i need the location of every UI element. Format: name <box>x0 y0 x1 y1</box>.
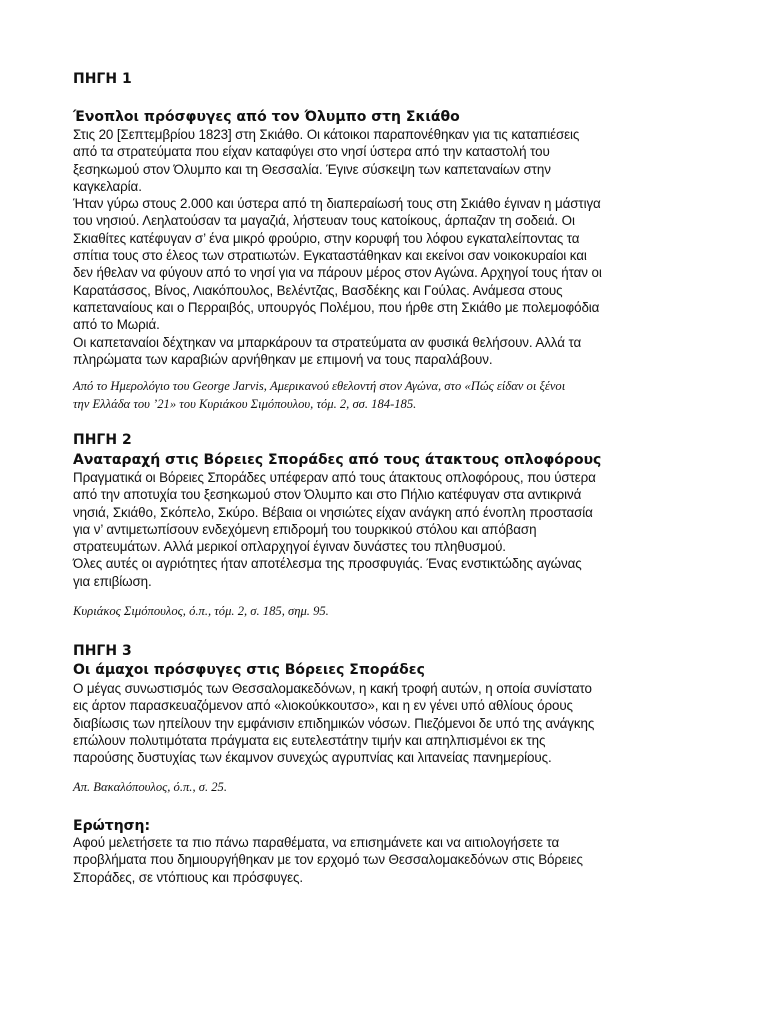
citation-line: Από το Ημερολόγιο του George Jarvis, Αμερικανού εθελοντή στον Αγώνα, στο «Πώς είδαν οι ξένοι <box>73 379 566 393</box>
source-3-body <box>73 680 594 766</box>
source-1-heading: ΠΗΓΗ 1 <box>73 71 132 87</box>
citation-line: Απ. Βακαλόπουλος, ό.π., σ. 25. <box>73 780 228 794</box>
body-line: Όλες αυτές οι αγριότητες ήταν αποτέλεσμα της προσφυγιάς. Ένας ενστικτώδης αγώνας <box>73 556 582 572</box>
question-line: Αφού μελετήσετε τα πιο πάνω παραθέματα, να επισημάνετε και να αιτιολογήσετε τα <box>73 835 560 850</box>
body-line: για επιβίωση. <box>73 573 152 589</box>
source-1-citation <box>73 377 565 413</box>
citation-line: την Ελλάδα του ’21» του Κυριάκου Σιμόπουλου, τόμ. 2, σσ. 184-185. <box>73 397 417 411</box>
body-line: από το Μωριά. <box>73 317 160 333</box>
body-line: καπεταναίους και ο Περραιβός, υπουργός Πολέμου, που ήρθε στη Σκιάθο με πολεμοφόδια <box>73 299 600 315</box>
source-1-body <box>73 126 602 368</box>
body-line: πληρώματα των καραβιών αρνήθηκαν με επιμονή να τους παραλάβουν. <box>73 351 493 367</box>
body-line: του νησιού. Λεηλατούσαν τα μαγαζιά, λήστευαν τους κατοίκους, άρπαζαν τη σοδειά. Οι <box>73 213 575 229</box>
question-line: προβλήματα που δημιουργήθηκαν με τον ερχομό των Θεσσαλομακεδόνων στις Βόρειες <box>73 852 583 868</box>
body-line: Σκιαθίτες κατέφυγαν σ’ ένα μικρό φρούριο, στην κορυφή του λόφου εγκαταλείποντας τα <box>73 230 580 246</box>
source-2-body <box>73 469 596 590</box>
body-line: εις άρτον παρασκευαζόμενον από «λιοκούκκουτσο», και η εν γένει υπό αθλίους όρους <box>73 698 573 714</box>
source-2-title: Αναταραχή στις Βόρειες Σποράδες από τους άτακτους οπλοφόρους <box>73 452 602 468</box>
body-line: διαβίωσις των ηπείλουν την εμφάνισιν επιδημικών νόσων. Πιεζόμενοι δε υπό της ανάγκης <box>73 715 595 731</box>
body-line: Πραγματικά οι Βόρειες Σποράδες υπέφεραν από τους άτακτους οπλοφόρους, που ύστερα <box>73 470 596 485</box>
body-line: Ήταν γύρω στους 2.000 και ύστερα από τη διαπεραίωσή τους στη Σκιάθο έγιναν η μάστιγα <box>73 196 601 212</box>
question-line: Σποράδες, σε ντόπιους και πρόσφυγες. <box>73 869 303 885</box>
body-line: στρατευμάτων. Αλλά μερικοί οπλαρχηγοί έγιναν δυνάστες του πληθυσμού. <box>73 539 506 555</box>
citation-line: Κυριάκος Σιμόπουλος, ό.π., τόμ. 2, σ. 185, σημ. 95. <box>73 604 329 618</box>
body-line: επώλουν πολυτιμότατα πράγματα εις ευτελεστάτην τιμήν και απηλπισμένοι εκ της <box>73 732 546 748</box>
source-2-citation <box>73 602 329 620</box>
body-line: καγκελαρία. <box>73 178 142 194</box>
question-heading: Ερώτηση: <box>73 818 151 834</box>
body-line: από τα στρατεύματα που είχαν καταφύγει στο νησί ύστερα από την καταστολή του <box>73 144 550 160</box>
source-3-citation <box>73 778 227 796</box>
body-line: νησιά, Σκιάθο, Σκόπελο, Σκύρο. Βέβαια οι νησιώτες είχαν ανάγκη από ένοπλη προστασία <box>73 504 593 520</box>
body-line: από την αποτυχία του ξεσηκωμού στον Όλυμπο και στο Πήλιο κατέφυγαν στα αντικρινά <box>73 487 582 503</box>
question-body <box>73 834 583 886</box>
source-1-title: Ένοπλοι πρόσφυγες από τον Όλυμπο στη Σκιάθο <box>73 109 460 125</box>
body-line: για ν’ αντιμετωπίσουν ενδεχόμενη επιδρομή του τουρκικού στόλου και απόβαση <box>73 521 537 537</box>
source-3-heading: ΠΗΓΗ 3 <box>73 643 132 659</box>
body-line: Ο μέγας συνωστισμός των Θεσσαλομακεδόνων, η κακή τροφή αυτών, η οποία συνίστατο <box>73 681 592 696</box>
body-line: δεν ήθελαν να φύγουν από το νησί για να πάρουν μέρος στον Αγώνα. Αρχηγοί τους ήταν οι <box>73 265 602 281</box>
body-line: παρούσης δυστυχίας των έκαμνον συνεχώς αγρυπνίας και λιτανείας πανημερίους. <box>73 750 552 766</box>
body-line: Οι καπεταναίοι δέχτηκαν να μπαρκάρουν τα στρατεύματα αν φυσικά θελήσουν. Αλλά τα <box>73 334 582 350</box>
body-line: ξεσηκωμού στον Όλυμπο και τη Θεσσαλία. Έγινε σύσκεψη των καπεταναίων στην <box>73 161 551 177</box>
source-2-heading: ΠΗΓΗ 2 <box>73 432 132 448</box>
body-line: Καρατάσσος, Βίνος, Λιακόπουλος, Βελέντζας, Βασδέκης και Γούλας. Ανάμεσα στους <box>73 282 563 298</box>
body-line: σπίτια τους στο έλεος των στρατιωτών. Εγκαταστάθηκαν και εκείνοι σαν νοικοκυραίοι και <box>73 248 587 264</box>
source-3-title: Οι άμαχοι πρόσφυγες στις Βόρειες Σποράδες <box>73 662 425 678</box>
body-line: Στις 20 [Σεπτεμβρίου 1823] στη Σκιάθο. Οι κάτοικοι παραπονέθηκαν για τις καταπιέσεις <box>73 127 580 142</box>
